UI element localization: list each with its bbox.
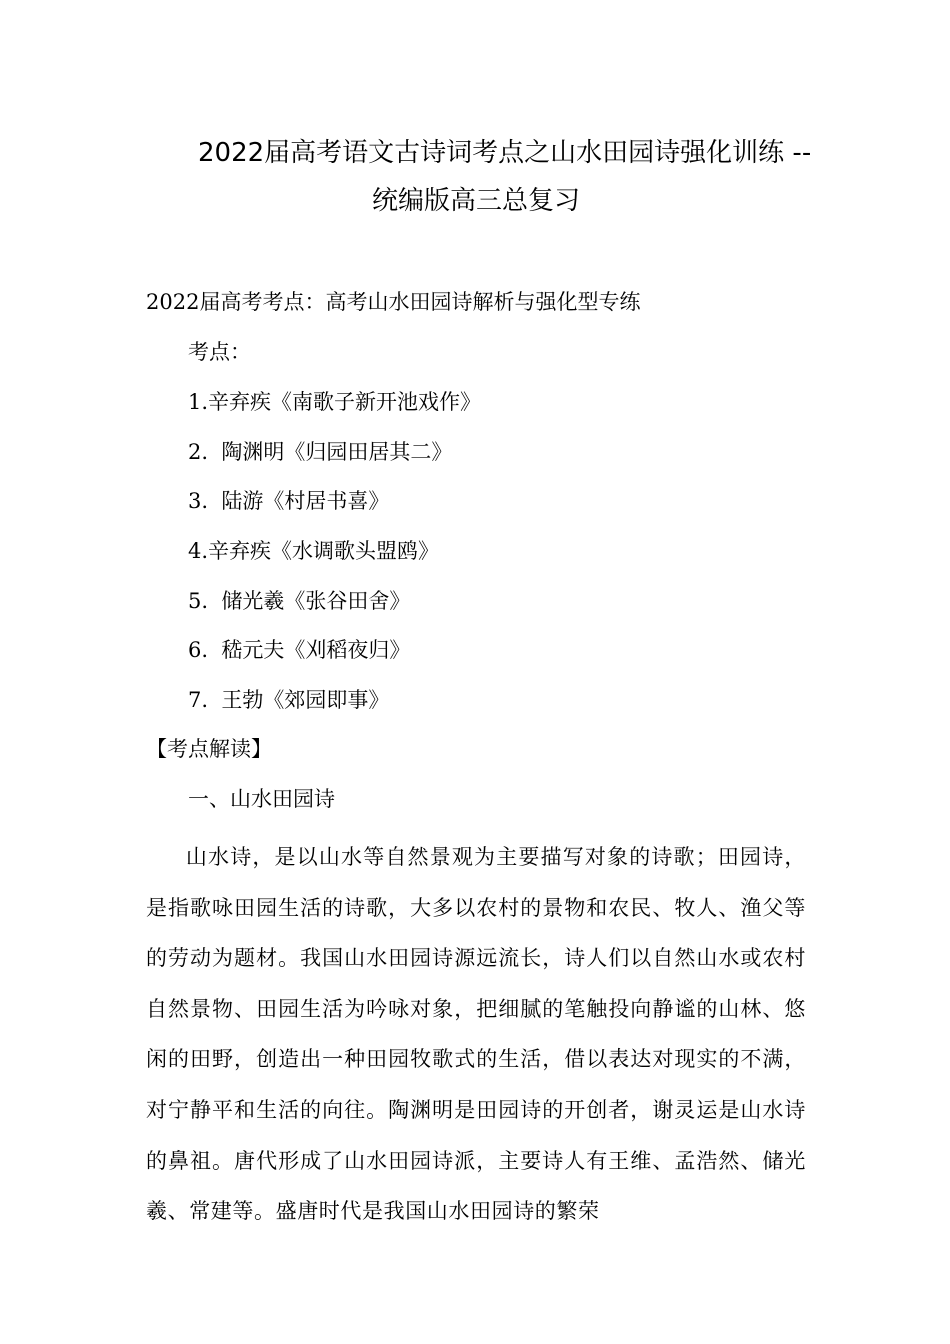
kaodian-item-6: 6. 嵇元夫《刈稻夜归》 (188, 638, 411, 662)
kaodian-item-3: 3. 陆游《村居书喜》 (188, 489, 390, 513)
kaodian-item-4: 4.辛弃疾《水调歌头盟鸥》 (188, 539, 440, 563)
document-subtitle: 2022届高考考点：高考山水田园诗解析与强化型专练 (146, 290, 641, 314)
kaodian-item-7: 7. 王勃《郊园即事》 (188, 688, 390, 712)
kaodian-item-1: 1.辛弃疾《南歌子新开池戏作》 (188, 390, 482, 414)
document-title-line-1: 2022届高考语文古诗词考点之山水田园诗强化训练 -- (198, 138, 812, 168)
section-heading: 【考点解读】 (146, 737, 272, 761)
subsection-heading: 一、山水田园诗 (188, 787, 335, 811)
body-paragraph: 山水诗，是以山水等自然景观为主要描写对象的诗歌；田园诗，是指歌咏田园生活的诗歌，大多以农村的景物和农民、牧人、渔父等的劳动为题材。我国山水田园诗源远流长，诗人们以自然山水或农村自然景物、田园生活为吟咏对象，把细腻的笔触投向静谧的山林、悠闲的田野，创造出一种田园牧歌式的生活，借以表达对现实的不满，对宁静平和生活的向往。陶渊明是田园诗的开创者，谢灵运是山水诗的鼻祖。唐代形成了山水田园诗派，主要诗人有王维、孟浩然、储光羲、常建等。盛唐时代是我国山水田园诗的繁荣 (146, 845, 806, 1224)
kaodian-item-2: 2. 陶渊明《归园田居其二》 (188, 440, 453, 464)
document-title-line-2: 统编版高三总复习 (372, 186, 581, 216)
kaodian-label: 考点： (188, 340, 251, 364)
kaodian-item-5: 5. 储光羲《张谷田舍》 (188, 589, 411, 613)
